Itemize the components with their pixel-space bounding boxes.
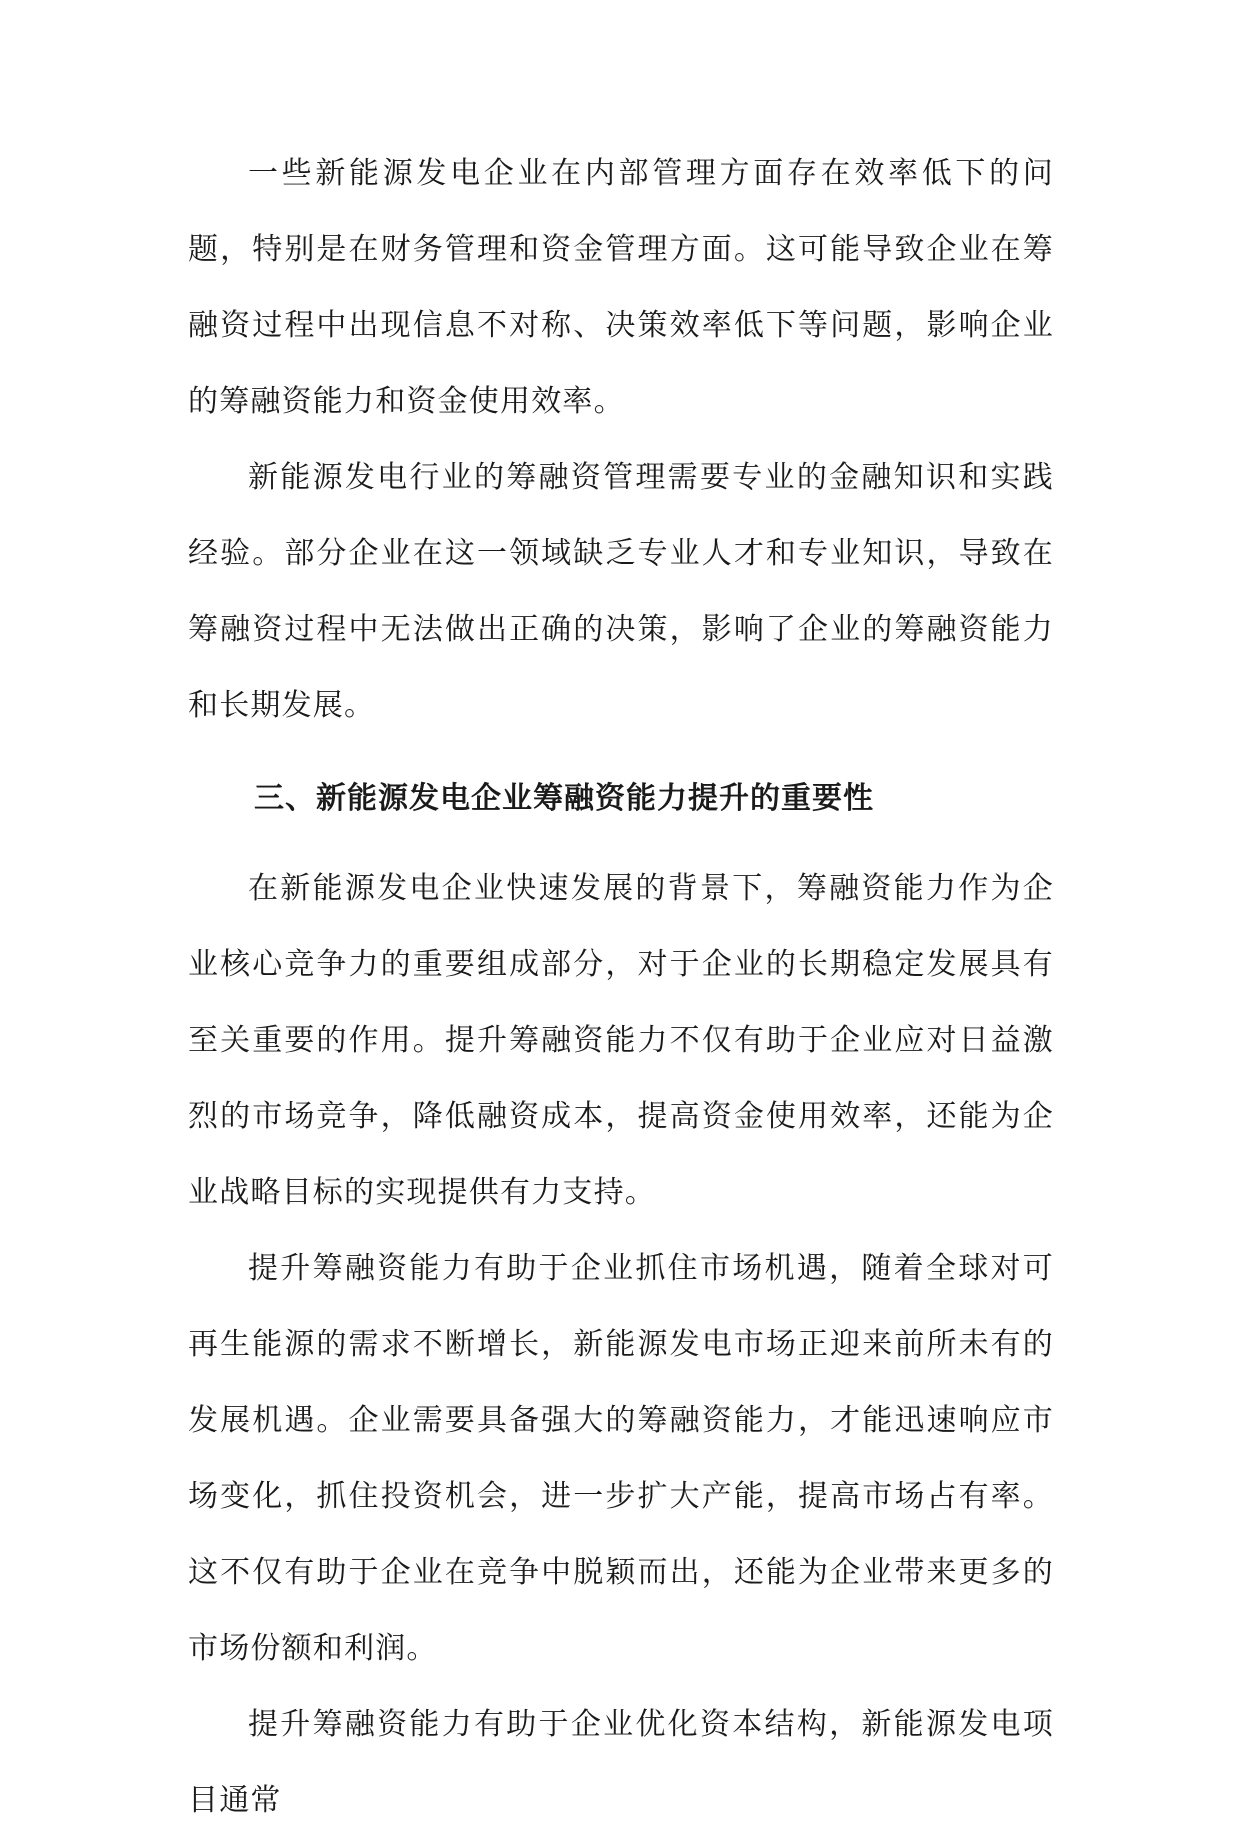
paragraph-internal-management: 一些新能源发电企业在内部管理方面存在效率低下的问题，特别是在财务管理和资金管理方面。这可能导致企业在筹融资过程中出现信息不对称、决策效率低下等问题，影响企业的筹融资能力和资金使用效率。 bbox=[188, 156, 1054, 419]
section-heading: 三、新能源发电企业筹融资能力提升的重要性 bbox=[254, 781, 874, 816]
paragraph-market-opportunity: 提升筹融资能力有助于企业抓住市场机遇，随着全球对可再生能源的需求不断增长，新能源发电市场正迎来前所未有的发展机遇。企业需要具备强大的筹融资能力，才能迅速响应市场变化，抓住投资机会，进一步扩大产能，提高市场占有率。这不仅有助于企业在竞争中脱颖而出，还能为企业带来更多的市场份额和利润。 bbox=[188, 1251, 1054, 1666]
paragraph-capital-structure: 提升筹融资能力有助于企业优化资本结构，新能源发电项目通常 bbox=[188, 1707, 1054, 1818]
paragraph-professional-talent: 新能源发电行业的筹融资管理需要专业的金融知识和实践经验。部分企业在这一领域缺乏专业人才和专业知识，导致在筹融资过程中无法做出正确的决策，影响了企业的筹融资能力和长期发展。 bbox=[188, 460, 1054, 723]
paragraph-importance-intro: 在新能源发电企业快速发展的背景下，筹融资能力作为企业核心竞争力的重要组成部分，对于企业的长期稳定发展具有至关重要的作用。提升筹融资能力不仅有助于企业应对日益激烈的市场竞争，降低融资成本，提高资金使用效率，还能为企业战略目标的实现提供有力支持。 bbox=[188, 871, 1054, 1210]
document-body bbox=[188, 136, 1054, 1839]
